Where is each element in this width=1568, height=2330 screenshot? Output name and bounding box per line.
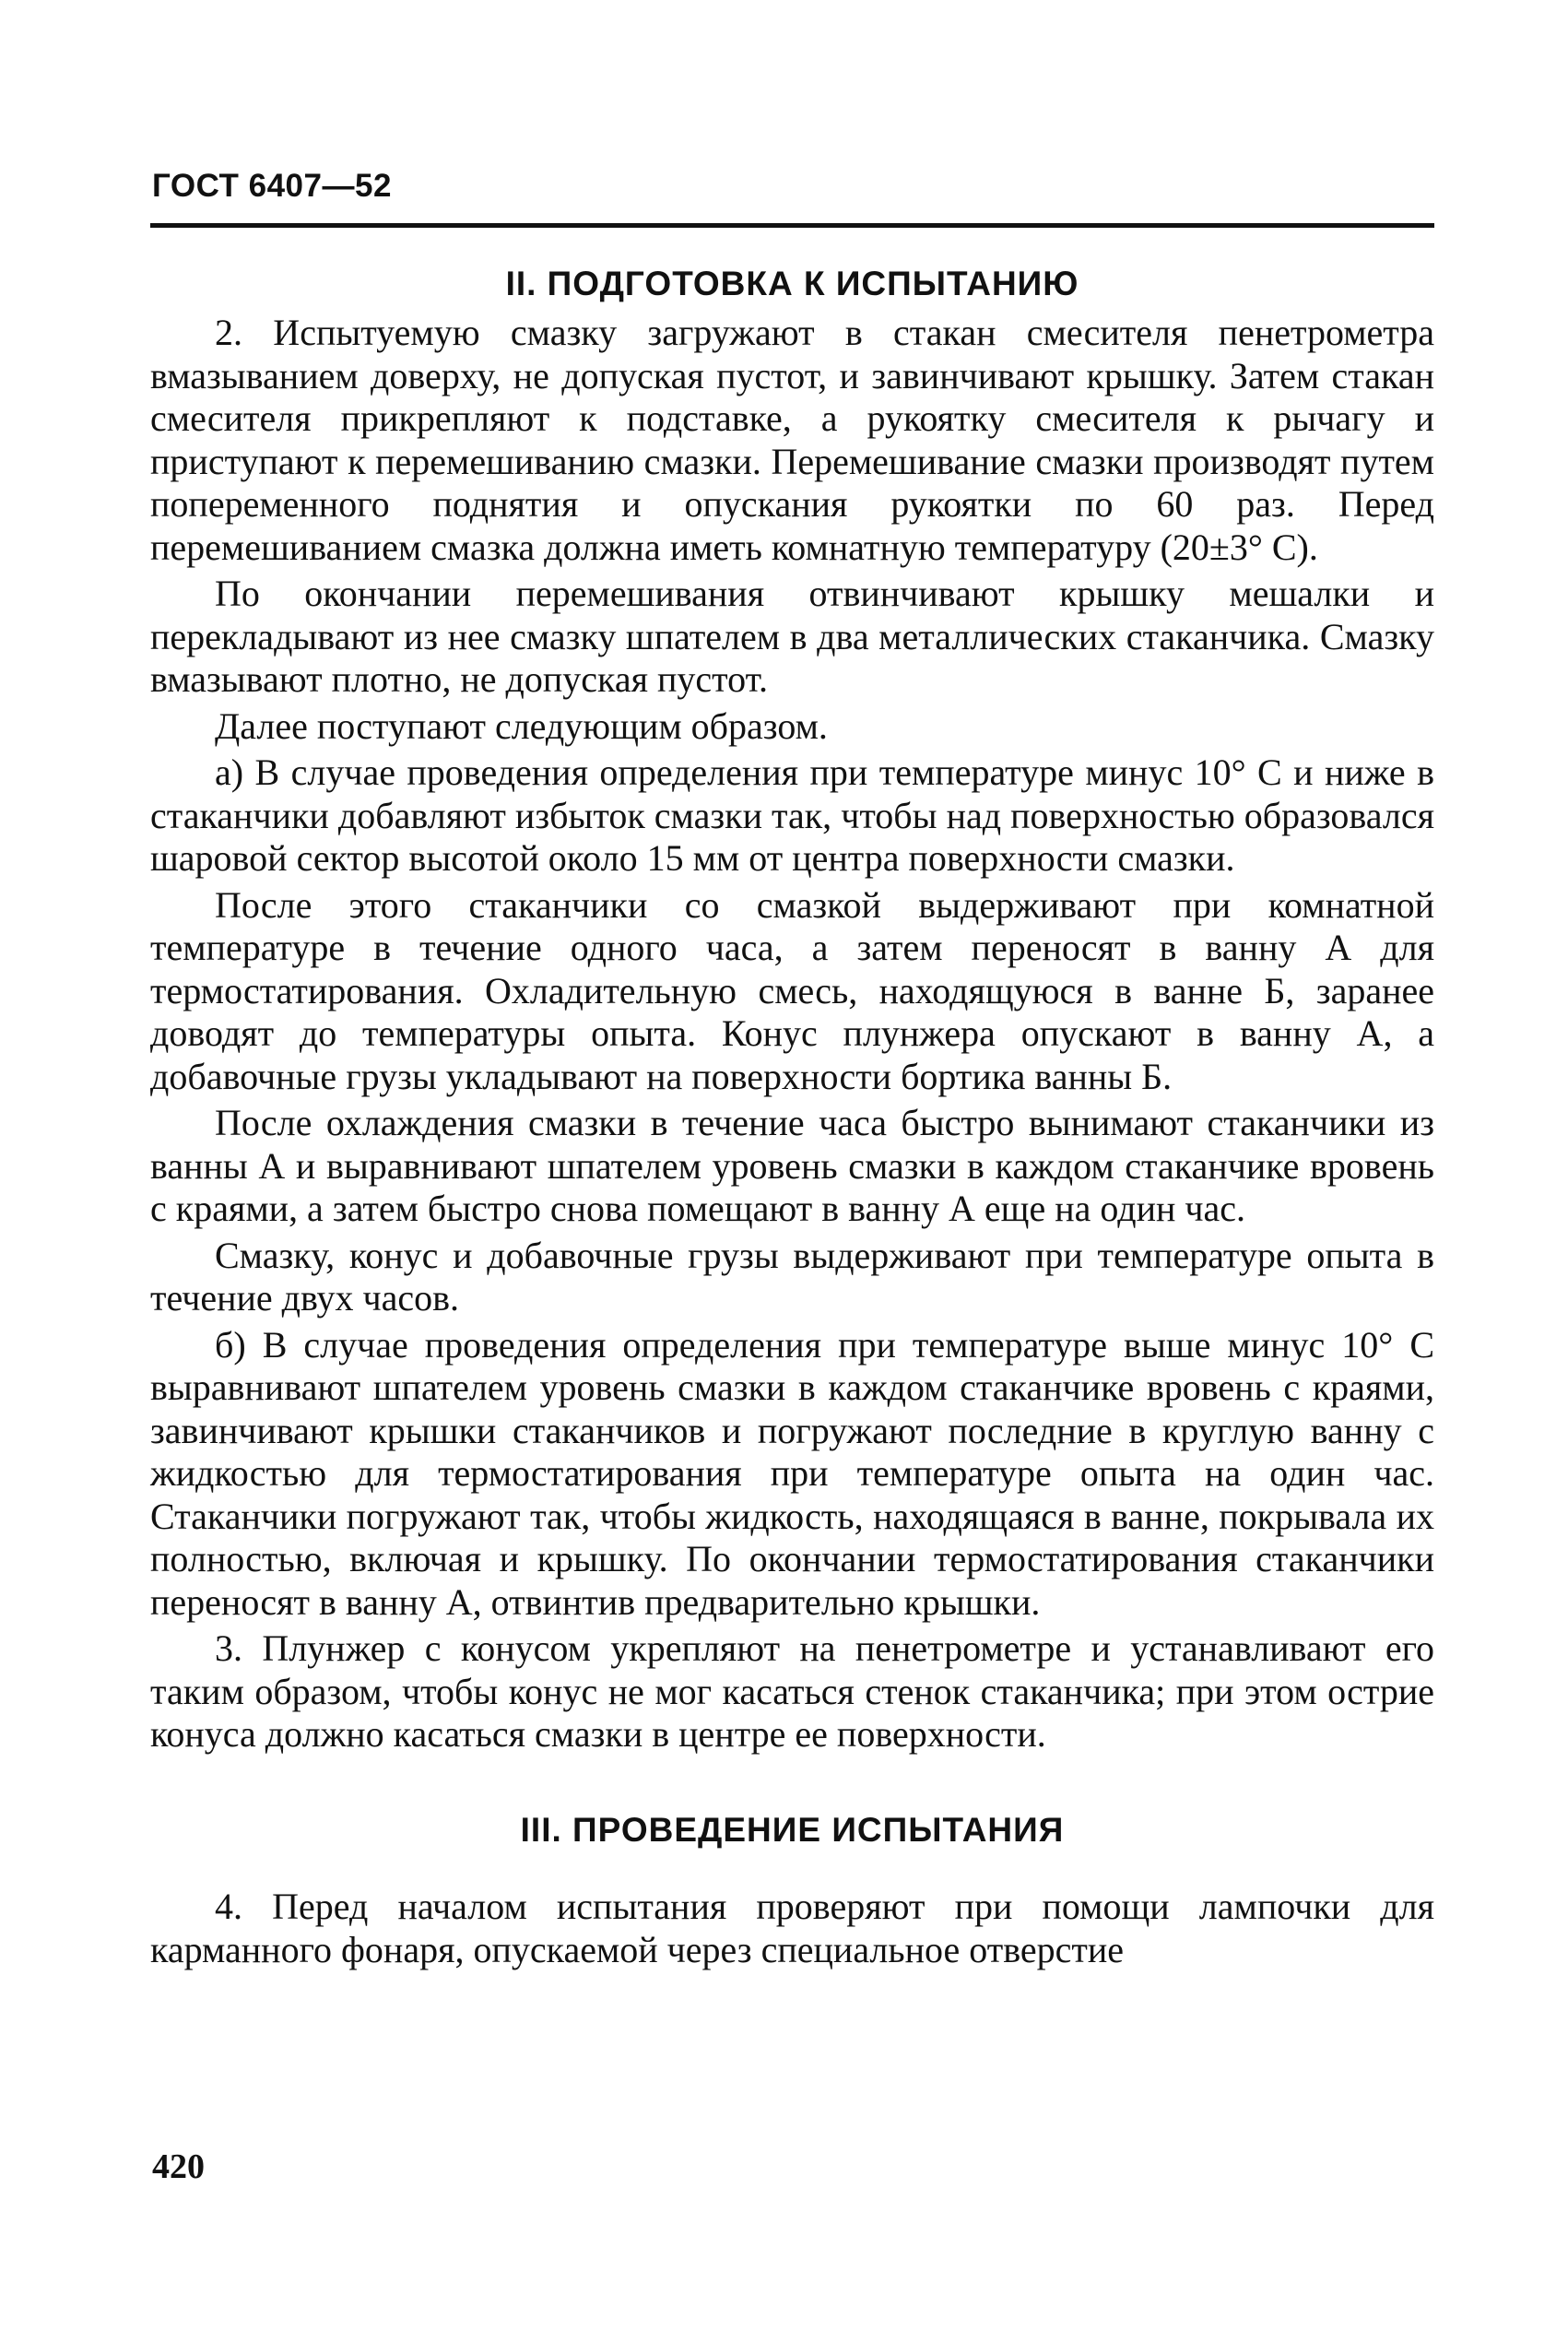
- paragraph-2-intro: 2. Испытуемую смазку загружают в стакан смесителя пенетрометра вмазыванием доверху, не допуская пустот, и завинчивают крышку. Затем стакан смесителя прикрепляют к подставке, а рукоятку смесителя к рычагу и приступают к перемешиванию смазки. Перемешивание смазки производят путем попеременного поднятия и опускания рукоятки по 60 раз. Перед перемешиванием смазка должна иметь комнатную температуру (20±3° С).: [150, 312, 1434, 568]
- paragraph-case-a-cooling: После охлаждения смазки в течение часа быстро вынимают стаканчики из ванны А и выравнивают шпателем уровень смазки в каждом стаканчике вровень с краями, а затем быстро снова помещают в ванну А еще на один час.: [150, 1102, 1434, 1230]
- page-content: [150, 249, 1434, 1975]
- paragraph-case-b: б) В случае проведения определения при температуре выше минус 10° С выравнивают шпателем уровень смазки в каждом стаканчике вровень с краями, завинчивают крышки стаканчиков и погружают последние в круглую ванну с жидкостью для термостатирования при температуре опыта на один час. Стаканчики погружают так, чтобы жидкость, находящаяся в ванне, покрывала их полностью, включая и крышку. По окончании термостатирования стаканчики переносят в ванну А, отвинтив предварительно крышки.: [150, 1323, 1434, 1623]
- paragraph-case-a-room-temp: После этого стаканчики со смазкой выдерживают при комнатной температуре в течение одного часа, а затем переносят в ванну А для термостатирования. Охладительную смесь, находящуюся в ванне Б, заранее доводят до температуры опыта. Конус плунжера опускают в ванну А, а добавочные грузы укладывают на поверхности бортика ванны Б.: [150, 883, 1434, 1097]
- paragraph-mixing-end: По окончании перемешивания отвинчивают крышку мешалки и перекладывают из нее смазку шпателем в два металлических стаканчика. Смазку вмазывают плотно, не допуская пустот.: [150, 573, 1434, 701]
- document-code-header: ГОСТ 6407—52: [152, 168, 392, 204]
- paragraph-case-a: а) В случае проведения определения при температуре минус 10° С и ниже в стаканчики добавляют избыток смазки так, чтобы над поверхностью образовался шаровой сектор высотой около 15 мм от центра поверхности смазки.: [150, 751, 1434, 880]
- header-divider: [150, 223, 1434, 228]
- section-2-title: II. ПОДГОТОВКА К ИСПЫТАНИЮ: [505, 265, 1079, 302]
- paragraph-4-check: 4. Перед началом испытания проверяют при помощи лампочки для карманного фонаря, опускаемой через специальное отверстие: [150, 1886, 1434, 1970]
- paragraph-further: Далее поступают следующим образом.: [215, 704, 828, 747]
- page-number: 420: [152, 2147, 205, 2186]
- paragraph-3-plunger: 3. Плунжер с конусом укрепляют на пенетрометре и устанавливают его таким образом, чтобы конус не мог касаться стенок стаканчика; при этом острие конуса должно касаться смазки в центре ее поверхности.: [150, 1627, 1434, 1756]
- section-3-title: III. ПРОВЕДЕНИЕ ИСПЫТАНИЯ: [520, 1810, 1065, 1849]
- paragraph-case-a-weights: Смазку, конус и добавочные грузы выдерживают при температуре опыта в течение двух часов.: [150, 1234, 1434, 1319]
